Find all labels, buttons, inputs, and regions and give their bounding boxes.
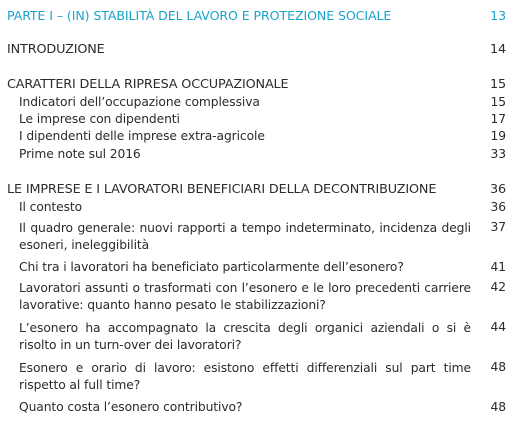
toc-entry-label: Prime note sul 2016 (19, 147, 141, 161)
toc-entry-page: 37 (490, 220, 506, 234)
toc-entry-label: Il contesto (19, 200, 83, 214)
toc-entry-label: PARTE I – (IN) STABILITÀ DEL LAVORO E PROTEZIONE SOCIALE (7, 8, 392, 23)
toc-entry-label: INTRODUZIONE (7, 42, 105, 57)
toc-entry-label: Quanto costa l’esonero contributivo? (19, 400, 243, 414)
toc-entry-page: 14 (490, 42, 506, 57)
toc-entry-page: 17 (490, 112, 506, 126)
toc-entry-page: 48 (490, 400, 506, 414)
toc-entry-page: 42 (490, 280, 506, 294)
toc-entry-page: 13 (490, 8, 506, 23)
toc-entry-page: 33 (490, 147, 506, 161)
toc-entry-page: 15 (490, 95, 506, 109)
toc-entry-label: Lavoratori assunti o trasformati con l’esonero e le loro precedenti carriere lavorative: quanto hanno pesato le stabilizzazioni? (19, 281, 471, 312)
toc-entry-page: 36 (490, 182, 506, 197)
toc-entry-page: 41 (490, 260, 506, 274)
toc-entry-label: I dipendenti delle imprese extra-agricole (19, 129, 265, 143)
toc-entry-label: Le imprese con dipendenti (19, 112, 180, 126)
toc-entry-label: LE IMPRESE E I LAVORATORI BENEFICIARI DELLA DECONTRIBUZIONE (7, 182, 437, 197)
toc-entry-page: 48 (490, 360, 506, 374)
toc-entry-label: Indicatori dell’occupazione complessiva (19, 95, 260, 109)
toc-entry-page: 19 (490, 129, 506, 143)
toc-entry-page: 44 (490, 320, 506, 334)
toc-entry-page: 15 (490, 77, 506, 92)
toc-entry-label: Il quadro generale: nuovi rapporti a tempo indeterminato, incidenza degli esoneri, ineleggibilità (19, 221, 471, 252)
toc-entry-label: L’esonero ha accompagnato la crescita degli organici aziendali o si è risolto in un turn-over dei lavoratori? (19, 321, 471, 352)
toc-entry-page: 36 (490, 200, 506, 214)
toc-entry-label: Chi tra i lavoratori ha beneficiato particolarmente dell’esonero? (19, 260, 404, 274)
toc-entry-label: Esonero e orario di lavoro: esistono effetti differenziali sul part time rispetto al full time? (19, 361, 471, 392)
toc-entry-label: CARATTERI DELLA RIPRESA OCCUPAZIONALE (7, 77, 289, 92)
